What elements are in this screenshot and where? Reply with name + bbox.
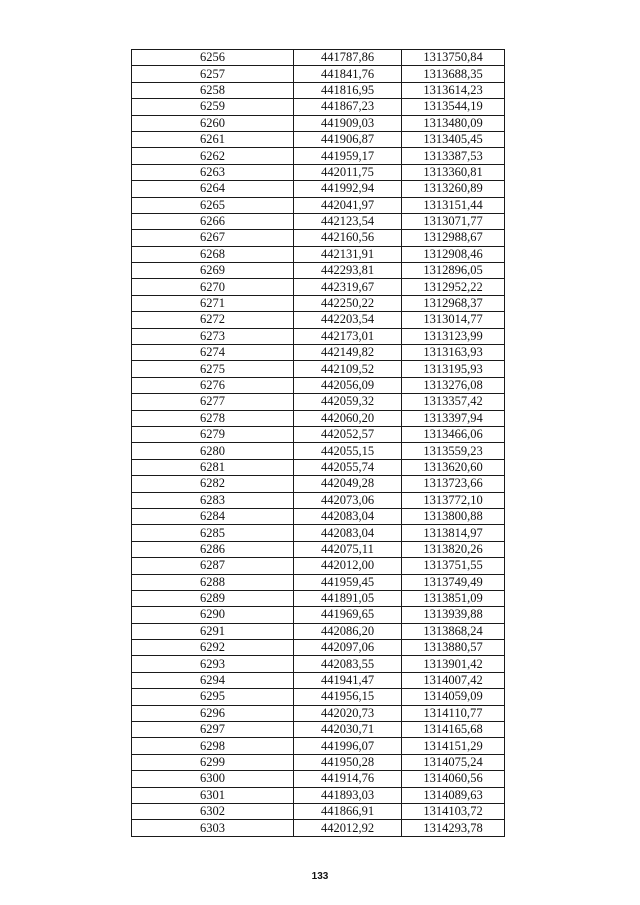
y-coordinate-cell: 1314089,63 <box>402 787 505 803</box>
table-row <box>132 197 505 213</box>
point-number-cell: 6272 <box>132 312 294 328</box>
point-number-cell: 6297 <box>132 722 294 738</box>
point-number-cell: 6271 <box>132 295 294 311</box>
table-row <box>132 492 505 508</box>
y-coordinate-cell: 1314103,72 <box>402 803 505 819</box>
point-number-cell: 6282 <box>132 476 294 492</box>
y-coordinate-cell: 1312952,22 <box>402 279 505 295</box>
y-coordinate-cell: 1313014,77 <box>402 312 505 328</box>
table-row <box>132 82 505 98</box>
y-coordinate-cell: 1313387,53 <box>402 148 505 164</box>
point-number-cell: 6265 <box>132 197 294 213</box>
y-coordinate-cell: 1313357,42 <box>402 394 505 410</box>
x-coordinate-cell: 442086,20 <box>294 623 402 639</box>
point-number-cell: 6281 <box>132 459 294 475</box>
x-coordinate-cell: 441959,45 <box>294 574 402 590</box>
y-coordinate-cell: 1313901,42 <box>402 656 505 672</box>
point-number-cell: 6288 <box>132 574 294 590</box>
y-coordinate-cell: 1313880,57 <box>402 640 505 656</box>
table-row <box>132 541 505 557</box>
y-coordinate-cell: 1313868,24 <box>402 623 505 639</box>
y-coordinate-cell: 1313071,77 <box>402 213 505 229</box>
table-row <box>132 394 505 410</box>
point-number-cell: 6277 <box>132 394 294 410</box>
table-row <box>132 99 505 115</box>
table-row <box>132 66 505 82</box>
y-coordinate-cell: 1314059,09 <box>402 689 505 705</box>
x-coordinate-cell: 442319,67 <box>294 279 402 295</box>
table-row <box>132 672 505 688</box>
table-row <box>132 295 505 311</box>
x-coordinate-cell: 442250,22 <box>294 295 402 311</box>
y-coordinate-cell: 1313939,88 <box>402 607 505 623</box>
point-number-cell: 6295 <box>132 689 294 705</box>
table-row <box>132 508 505 524</box>
x-coordinate-cell: 442055,15 <box>294 443 402 459</box>
point-number-cell: 6262 <box>132 148 294 164</box>
table-row <box>132 115 505 131</box>
x-coordinate-cell: 441906,87 <box>294 131 402 147</box>
point-number-cell: 6294 <box>132 672 294 688</box>
point-number-cell: 6257 <box>132 66 294 82</box>
x-coordinate-cell: 442203,54 <box>294 312 402 328</box>
y-coordinate-cell: 1314075,24 <box>402 754 505 770</box>
x-coordinate-cell: 441950,28 <box>294 754 402 770</box>
y-coordinate-cell: 1312988,67 <box>402 230 505 246</box>
y-coordinate-cell: 1313195,93 <box>402 361 505 377</box>
x-coordinate-cell: 442041,97 <box>294 197 402 213</box>
y-coordinate-cell: 1313151,44 <box>402 197 505 213</box>
x-coordinate-cell: 441992,94 <box>294 181 402 197</box>
x-coordinate-cell: 442073,06 <box>294 492 402 508</box>
point-number-cell: 6259 <box>132 99 294 115</box>
x-coordinate-cell: 442011,75 <box>294 164 402 180</box>
y-coordinate-cell: 1313750,84 <box>402 50 505 66</box>
x-coordinate-cell: 442059,32 <box>294 394 402 410</box>
x-coordinate-cell: 442056,09 <box>294 377 402 393</box>
table-row <box>132 230 505 246</box>
y-coordinate-cell: 1313360,81 <box>402 164 505 180</box>
table-row <box>132 722 505 738</box>
table-row <box>132 656 505 672</box>
point-number-cell: 6303 <box>132 820 294 836</box>
x-coordinate-cell: 442020,73 <box>294 705 402 721</box>
y-coordinate-cell: 1314151,29 <box>402 738 505 754</box>
y-coordinate-cell: 1313559,23 <box>402 443 505 459</box>
table-row <box>132 820 505 836</box>
table-row <box>132 623 505 639</box>
point-number-cell: 6267 <box>132 230 294 246</box>
table-row <box>132 50 505 66</box>
y-coordinate-cell: 1313772,10 <box>402 492 505 508</box>
table-row <box>132 361 505 377</box>
table-row <box>132 738 505 754</box>
x-coordinate-cell: 442083,55 <box>294 656 402 672</box>
x-coordinate-cell: 442097,06 <box>294 640 402 656</box>
point-number-cell: 6302 <box>132 803 294 819</box>
y-coordinate-cell: 1313466,06 <box>402 426 505 442</box>
table-row <box>132 181 505 197</box>
x-coordinate-cell: 441893,03 <box>294 787 402 803</box>
y-coordinate-cell: 1314165,68 <box>402 722 505 738</box>
x-coordinate-cell: 441816,95 <box>294 82 402 98</box>
point-number-cell: 6258 <box>132 82 294 98</box>
table-row <box>132 131 505 147</box>
x-coordinate-cell: 442160,56 <box>294 230 402 246</box>
table-row <box>132 574 505 590</box>
y-coordinate-cell: 1312968,37 <box>402 295 505 311</box>
y-coordinate-cell: 1313820,26 <box>402 541 505 557</box>
coordinates-table-body <box>132 50 505 837</box>
point-number-cell: 6263 <box>132 164 294 180</box>
x-coordinate-cell: 441959,17 <box>294 148 402 164</box>
point-number-cell: 6261 <box>132 131 294 147</box>
point-number-cell: 6268 <box>132 246 294 262</box>
x-coordinate-cell: 442149,82 <box>294 345 402 361</box>
table-row <box>132 426 505 442</box>
point-number-cell: 6278 <box>132 410 294 426</box>
point-number-cell: 6273 <box>132 328 294 344</box>
point-number-cell: 6266 <box>132 213 294 229</box>
table-row <box>132 558 505 574</box>
table-row <box>132 312 505 328</box>
table-row <box>132 459 505 475</box>
x-coordinate-cell: 442052,57 <box>294 426 402 442</box>
table-row <box>132 410 505 426</box>
coordinates-table <box>131 49 505 837</box>
point-number-cell: 6286 <box>132 541 294 557</box>
point-number-cell: 6301 <box>132 787 294 803</box>
x-coordinate-cell: 442131,91 <box>294 246 402 262</box>
table-row <box>132 640 505 656</box>
table-row <box>132 754 505 770</box>
y-coordinate-cell: 1313751,55 <box>402 558 505 574</box>
table-row <box>132 148 505 164</box>
x-coordinate-cell: 441867,23 <box>294 99 402 115</box>
x-coordinate-cell: 442123,54 <box>294 213 402 229</box>
point-number-cell: 6276 <box>132 377 294 393</box>
y-coordinate-cell: 1313620,60 <box>402 459 505 475</box>
table-row <box>132 328 505 344</box>
y-coordinate-cell: 1313276,08 <box>402 377 505 393</box>
table-row <box>132 607 505 623</box>
table-row <box>132 263 505 279</box>
x-coordinate-cell: 442012,00 <box>294 558 402 574</box>
x-coordinate-cell: 442075,11 <box>294 541 402 557</box>
y-coordinate-cell: 1313123,99 <box>402 328 505 344</box>
table-row <box>132 689 505 705</box>
x-coordinate-cell: 441909,03 <box>294 115 402 131</box>
point-number-cell: 6283 <box>132 492 294 508</box>
x-coordinate-cell: 442293,81 <box>294 263 402 279</box>
y-coordinate-cell: 1313851,09 <box>402 590 505 606</box>
point-number-cell: 6290 <box>132 607 294 623</box>
table-row <box>132 525 505 541</box>
point-number-cell: 6292 <box>132 640 294 656</box>
table-row <box>132 476 505 492</box>
page-number: 133 <box>311 871 329 882</box>
table-row <box>132 164 505 180</box>
x-coordinate-cell: 441787,86 <box>294 50 402 66</box>
x-coordinate-cell: 441941,47 <box>294 672 402 688</box>
x-coordinate-cell: 442030,71 <box>294 722 402 738</box>
point-number-cell: 6300 <box>132 771 294 787</box>
point-number-cell: 6289 <box>132 590 294 606</box>
table-row <box>132 279 505 295</box>
table-row <box>132 345 505 361</box>
point-number-cell: 6285 <box>132 525 294 541</box>
x-coordinate-cell: 441866,91 <box>294 803 402 819</box>
point-number-cell: 6256 <box>132 50 294 66</box>
table-row <box>132 787 505 803</box>
point-number-cell: 6299 <box>132 754 294 770</box>
table-row <box>132 705 505 721</box>
table-row <box>132 377 505 393</box>
point-number-cell: 6287 <box>132 558 294 574</box>
point-number-cell: 6274 <box>132 345 294 361</box>
y-coordinate-cell: 1313405,45 <box>402 131 505 147</box>
table-row <box>132 443 505 459</box>
x-coordinate-cell: 441996,07 <box>294 738 402 754</box>
table-row <box>132 771 505 787</box>
point-number-cell: 6280 <box>132 443 294 459</box>
point-number-cell: 6264 <box>132 181 294 197</box>
y-coordinate-cell: 1313800,88 <box>402 508 505 524</box>
point-number-cell: 6269 <box>132 263 294 279</box>
x-coordinate-cell: 442060,20 <box>294 410 402 426</box>
table-row <box>132 803 505 819</box>
point-number-cell: 6260 <box>132 115 294 131</box>
point-number-cell: 6296 <box>132 705 294 721</box>
point-number-cell: 6279 <box>132 426 294 442</box>
y-coordinate-cell: 1313260,89 <box>402 181 505 197</box>
y-coordinate-cell: 1313480,09 <box>402 115 505 131</box>
point-number-cell: 6284 <box>132 508 294 524</box>
x-coordinate-cell: 441841,76 <box>294 66 402 82</box>
x-coordinate-cell: 442173,01 <box>294 328 402 344</box>
y-coordinate-cell: 1314293,78 <box>402 820 505 836</box>
point-number-cell: 6293 <box>132 656 294 672</box>
y-coordinate-cell: 1314110,77 <box>402 705 505 721</box>
y-coordinate-cell: 1314060,56 <box>402 771 505 787</box>
x-coordinate-cell: 441956,15 <box>294 689 402 705</box>
x-coordinate-cell: 442055,74 <box>294 459 402 475</box>
x-coordinate-cell: 442109,52 <box>294 361 402 377</box>
point-number-cell: 6291 <box>132 623 294 639</box>
y-coordinate-cell: 1312908,46 <box>402 246 505 262</box>
table-row <box>132 590 505 606</box>
table-row <box>132 213 505 229</box>
y-coordinate-cell: 1313614,23 <box>402 82 505 98</box>
y-coordinate-cell: 1313163,93 <box>402 345 505 361</box>
point-number-cell: 6298 <box>132 738 294 754</box>
x-coordinate-cell: 442012,92 <box>294 820 402 836</box>
y-coordinate-cell: 1314007,42 <box>402 672 505 688</box>
x-coordinate-cell: 441914,76 <box>294 771 402 787</box>
y-coordinate-cell: 1313749,49 <box>402 574 505 590</box>
y-coordinate-cell: 1313814,97 <box>402 525 505 541</box>
x-coordinate-cell: 442049,28 <box>294 476 402 492</box>
x-coordinate-cell: 442083,04 <box>294 508 402 524</box>
y-coordinate-cell: 1313397,94 <box>402 410 505 426</box>
point-number-cell: 6270 <box>132 279 294 295</box>
x-coordinate-cell: 442083,04 <box>294 525 402 541</box>
y-coordinate-cell: 1313688,35 <box>402 66 505 82</box>
y-coordinate-cell: 1313544,19 <box>402 99 505 115</box>
x-coordinate-cell: 441969,65 <box>294 607 402 623</box>
table-row <box>132 246 505 262</box>
y-coordinate-cell: 1312896,05 <box>402 263 505 279</box>
point-number-cell: 6275 <box>132 361 294 377</box>
y-coordinate-cell: 1313723,66 <box>402 476 505 492</box>
x-coordinate-cell: 441891,05 <box>294 590 402 606</box>
